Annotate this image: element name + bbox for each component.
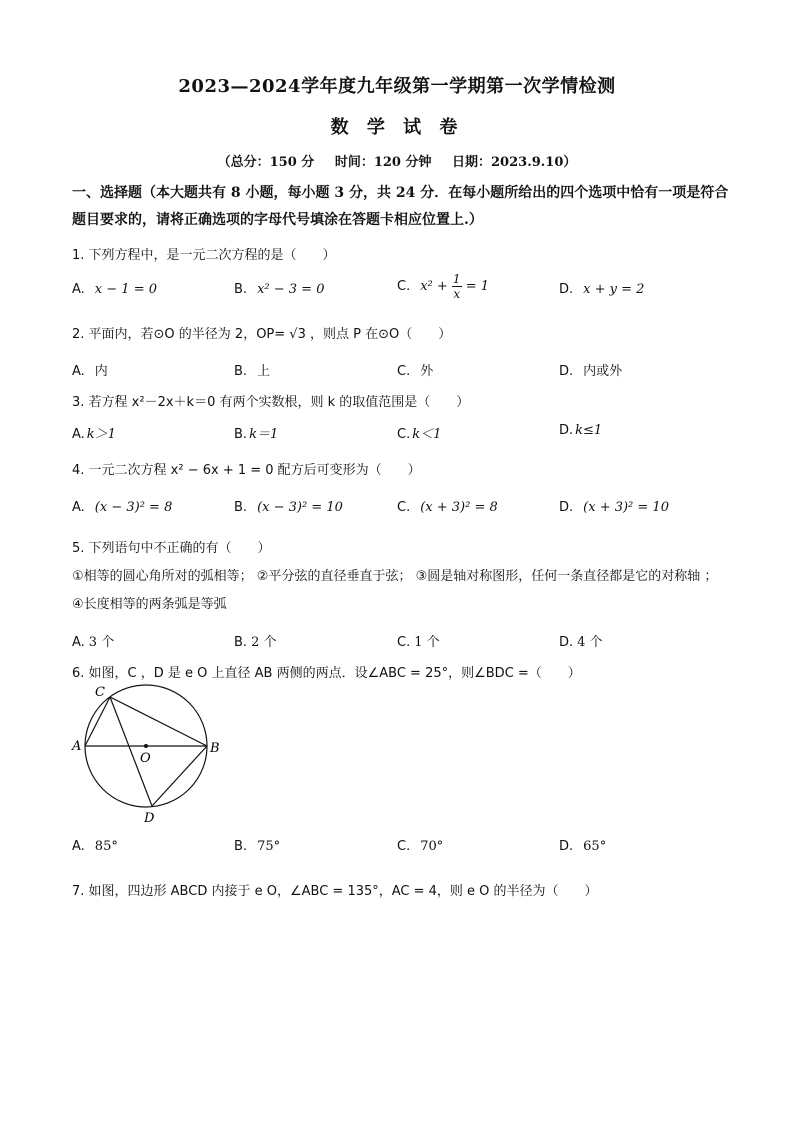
option-d[interactable] (559, 500, 669, 515)
option-label: C. (397, 635, 411, 650)
question-5-statements: ①相等的圆心角所对的弧相等； ②平分弦的直径垂直于弦； ③圆是轴对称图形，任何一条直径都是它的对称轴 ； ④长度相等的两条弧是等弧 (72, 569, 718, 612)
option-label: D. (559, 364, 574, 379)
option-text: 2 个 (251, 635, 277, 650)
question-2-options (72, 360, 732, 380)
option-label: D. (559, 282, 574, 297)
option-label: A. (72, 427, 85, 442)
option-label: B. (234, 364, 248, 379)
option-text: 内或外 (583, 364, 623, 379)
option-c[interactable] (397, 423, 441, 442)
option-label: B. (234, 427, 248, 442)
option-text: (x + 3)² = 8 (420, 500, 498, 515)
option-label: D. (559, 500, 574, 515)
option-text-b: = 1 (461, 279, 489, 294)
option-text: k＜1 (412, 427, 442, 442)
option-d[interactable] (559, 282, 644, 297)
total-score: （总分：150 分 (217, 155, 315, 170)
option-label: D. (559, 423, 574, 438)
option-c[interactable] (397, 360, 433, 379)
option-label: B. (234, 635, 248, 650)
option-text: (x + 3)² = 10 (583, 500, 669, 515)
question-1-stem: 1. 下列方程中，是一元二次方程的是（ ） (72, 248, 336, 263)
option-text: k≤1 (575, 423, 603, 438)
fraction (452, 272, 462, 301)
option-text: 75° (257, 839, 281, 854)
option-d[interactable] (559, 360, 622, 379)
option-a[interactable] (72, 839, 118, 854)
option-b[interactable] (234, 500, 343, 515)
option-text: 3 个 (88, 635, 115, 650)
option-label: C. (397, 279, 411, 294)
option-c[interactable] (397, 839, 443, 854)
option-label: C. (397, 427, 411, 442)
question-3-stem: 3. 若方程 x²－2x＋k＝0 有两个实数根，则 k 的取值范围是（ ） (72, 395, 470, 410)
option-b[interactable] (234, 423, 278, 442)
option-b[interactable] (234, 282, 324, 297)
question-5-options (72, 631, 732, 651)
option-c[interactable] (397, 631, 440, 650)
option-c[interactable] (397, 500, 498, 515)
exam-time: 时间：120 分钟 (334, 155, 432, 170)
option-text: 上 (257, 364, 271, 379)
label-o: O (140, 751, 151, 766)
option-b[interactable] (234, 631, 276, 650)
option-text-a: x² + (420, 279, 452, 294)
option-label: B. (234, 500, 248, 515)
option-text: 85° (94, 839, 118, 854)
option-label: B. (234, 282, 248, 297)
option-text: x² − 3 = 0 (257, 282, 325, 297)
option-text: x + y = 2 (583, 282, 645, 297)
exam-title: 2023—2024学年度九年级第一学期第一次学情检测 (178, 76, 616, 97)
option-a[interactable] (72, 360, 108, 379)
exam-subtitle: 数 学 试 卷 (330, 117, 464, 138)
chord-cb (110, 697, 207, 746)
option-label: D. (559, 839, 574, 854)
question-4-options (72, 500, 732, 520)
label-b: B (210, 741, 220, 756)
option-a[interactable] (72, 631, 114, 650)
option-d[interactable] (559, 631, 603, 650)
question-6-options (72, 839, 732, 859)
option-text: k＝1 (249, 427, 279, 442)
label-a: A (72, 739, 82, 754)
option-label: B. (234, 839, 248, 854)
option-label: A. (72, 282, 85, 297)
question-2-stem: 2. 平面内，若⊙O 的半径为 2，OP= √3 ，则点 P 在⊙O（ ） (72, 327, 452, 342)
option-text: 1 个 (414, 635, 440, 650)
option-text: 外 (420, 364, 434, 379)
circle-diagram (64, 680, 234, 830)
fraction-denominator: x (453, 287, 461, 301)
option-a[interactable] (72, 423, 116, 442)
option-a[interactable] (72, 282, 157, 297)
option-text: 4 个 (577, 635, 603, 650)
option-text: 内 (94, 364, 108, 379)
question-5-stem: 5. 下列语句中不正确的有（ ） (72, 541, 271, 556)
option-label: A. (72, 500, 85, 515)
question-3-options (72, 423, 732, 443)
option-d[interactable] (559, 839, 606, 854)
option-text: (x − 3)² = 10 (257, 500, 343, 515)
option-b[interactable] (234, 839, 280, 854)
option-text: k＞1 (86, 427, 116, 442)
question-1-options (72, 272, 732, 302)
fraction-numerator: 1 (452, 272, 461, 286)
option-text: 65° (583, 839, 607, 854)
question-6-stem: 6. 如图，C ，D 是 e O 上直径 AB 两侧的两点．设∠ABC = 25°，则∠BDC =（ ） (72, 666, 581, 681)
option-text: (x − 3)² = 8 (94, 500, 173, 515)
label-d: D (144, 811, 155, 826)
center-point (144, 744, 148, 748)
question-4-stem: 4. 一元二次方程 x² − 6x + 1 = 0 配方后可变形为（ ） (72, 463, 421, 478)
exam-meta (0, 151, 794, 170)
option-text: 70° (420, 839, 444, 854)
option-label: C. (397, 839, 411, 854)
option-d[interactable] (559, 423, 602, 438)
chord-ca (85, 697, 110, 746)
option-a[interactable] (72, 500, 172, 515)
option-label: C. (397, 500, 411, 515)
label-c: C (95, 685, 105, 700)
question-7-stem: 7. 如图，四边形 ABCD 内接于 e O，∠ABC = 135°，AC = 4，则 e O 的半径为（ ） (72, 884, 598, 899)
option-c[interactable] (397, 272, 489, 301)
exam-date: 日期：2023.9.10） (452, 155, 577, 170)
option-label: A. (72, 839, 85, 854)
option-label: A. (72, 364, 85, 379)
option-label: D. (559, 635, 574, 650)
option-label: C. (397, 364, 411, 379)
option-label: A. (72, 635, 85, 650)
option-text: x − 1 = 0 (94, 282, 157, 297)
option-b[interactable] (234, 360, 270, 379)
section-heading: 一、选择题（本大题共有 8 小题，每小题 3 分，共 24 分．在每小题所给出的四个选项中恰有一项是符合题目要求的，请将正确选项的字母代号填涂在答题卡相应位置上.） (72, 185, 729, 228)
